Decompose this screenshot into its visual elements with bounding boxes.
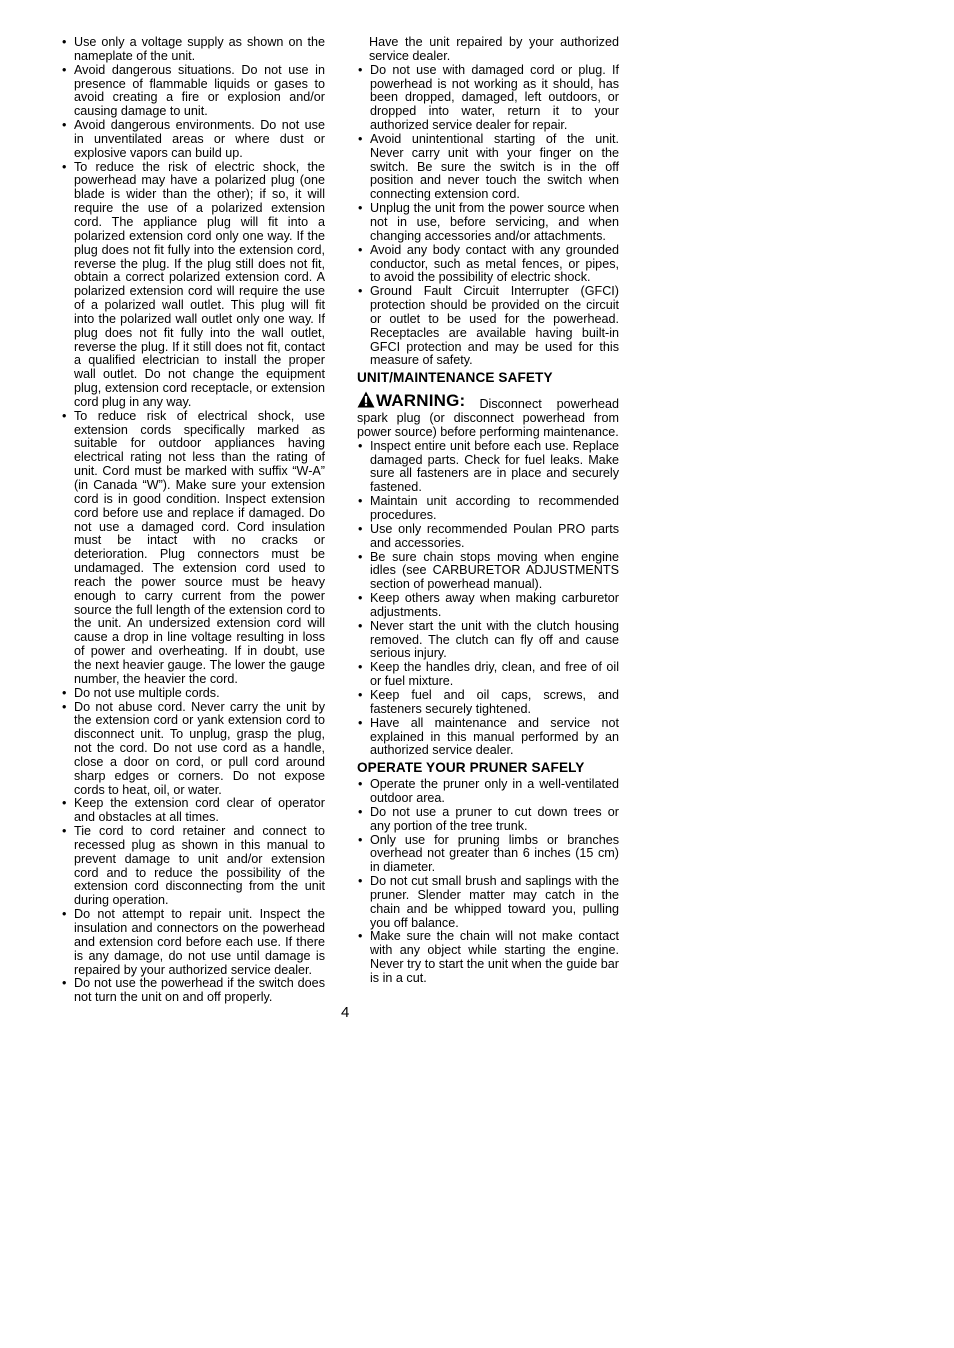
list-item: [357, 551, 619, 593]
warning-paragraph: [357, 391, 619, 440]
list-item: [357, 202, 619, 244]
bullet: •: [358, 660, 363, 675]
list-item-text: Never start the unit with the clutch housing removed. The clutch can fly off and cause serious injury.: [370, 618, 619, 661]
list-item-text: Avoid unintentional starting of the unit. Never carry unit with your finger on the switch. Be sure the switch is in the off position and never touch the switch when connecting extension cord.: [370, 131, 619, 202]
list-item: [357, 244, 619, 286]
list-item: [61, 410, 325, 687]
list-item: [357, 285, 619, 368]
warning-word: WARNING:: [376, 391, 466, 411]
bullet: •: [358, 832, 363, 847]
list-item: [61, 797, 325, 825]
list-item: [61, 161, 325, 410]
list-item-text: Do not use multiple cords.: [74, 685, 220, 700]
list-item-text: Avoid dangerous situations. Do not use in presence of flammable liquids or gases to avoid creating a fire or explosion and/or causing damage to unit.: [74, 62, 325, 119]
list-item: [357, 930, 619, 985]
bullet: •: [358, 874, 363, 889]
warning-text: Disconnect powerhead spark plug (or disconnect powerhead from power source) before performing maintenance.: [357, 397, 619, 439]
bullet: •: [62, 824, 67, 839]
list-item: [357, 834, 619, 876]
list-item-text: Do not use the powerhead if the switch does not turn the unit on and off properly.: [74, 976, 325, 1005]
unit-maintenance-heading: UNIT/MAINTENANCE SAFETY: [357, 370, 553, 386]
bullet: •: [358, 715, 363, 730]
bullet: •: [62, 907, 67, 922]
warning-triangle-icon: [357, 391, 375, 408]
list-item-text: Do not cut small brush and saplings with the pruner. Slender matter may catch in the chain and be whipped toward you, pulling you off balance.: [370, 874, 619, 930]
bullet: •: [62, 35, 67, 49]
electrical-safety-list: [61, 36, 325, 1005]
list-item-text: Be sure chain stops moving when engine idles (see CARBURETOR ADJUSTMENTS section of powerhead manual).: [370, 549, 619, 592]
list-item: [357, 689, 619, 717]
list-item: [61, 908, 325, 977]
left-column: [61, 36, 325, 1005]
list-item-text: To reduce the risk of electric shock, the powerhead may have a polarized plug (one blade is wider than the other); if so, it will require the use of a polarized extension cord. The appliance plug will fit into a polarized extension cord only one way. If the plug does not fit fully into the extension cord, reverse the plug. If the plug still does not fit, obtain a correct polarized extension cord. A polarized extension cord will require the use of a polarized wall outlet. This plug will fit into the polarized wall outlet only one way. If plug does not fit fully into the wall outlet, reverse the plug. If it still does not fit, contact a qualified electrician to install the proper wall outlet. Do not change the equipment plug, extension cord receptacle, or extension cord plug in any way.: [74, 159, 325, 409]
continued-text: Have the unit repaired by your authorized service dealer.: [369, 35, 619, 63]
list-item-text: Ground Fault Circuit Interrupter (GFCI) protection should be provided on the circuit or outlet to be used for the powerhead. Receptacles are available having built-in GFCI protection and may be used for this measure of safety.: [370, 284, 619, 368]
maintenance-safety-list: [357, 440, 619, 758]
bullet: •: [358, 777, 363, 792]
bullet: •: [358, 618, 363, 633]
list-item: [61, 36, 325, 64]
list-item: [357, 495, 619, 523]
operate-safety-list: [357, 778, 619, 986]
list-item-text: Keep the handles driy, clean, and free of oil or fuel mixture.: [370, 660, 619, 689]
bullet: •: [358, 687, 363, 702]
bullet: •: [62, 685, 67, 700]
bullet: •: [358, 242, 363, 257]
list-item-text: Keep others away when making carburetor adjustments.: [370, 591, 619, 619]
list-item: [357, 875, 619, 930]
list-item-text: Avoid dangerous environments. Do not use in unventilated areas or where dust or explosive vapors can build up.: [74, 118, 325, 160]
list-item-text: To reduce risk of electrical shock, use extension cords specifically marked as suitable for outdoor appliances having electrical rating not less than the rating of unit. Cord must be marked with suffix “W-A” (in Canada “W”). Make sure your extension cord is in good condition. Inspect extension cord before use and replace if damaged. Do not use a damaged cord. Cord insulation must be intact with no cracks or deterioration. Plug connectors must be undamaged. The extension cord used to reach the power source must be heavy enough to carry current from the power source the full length of the extension cord to the unit. An undersized extension cord will cause a drop in line voltage resulting in loss of power and overheating. If in doubt, use the next heavier gauge. The lower the gauge number, the heavier the cord.: [74, 408, 325, 686]
list-item-text: Operate the pruner only in a well-ventilated outdoor area.: [370, 777, 619, 806]
list-item-text: Inspect entire unit before each use. Replace damaged parts. Check for fuel leaks. Make sure all fasteners are in place and securely fastened.: [370, 438, 619, 495]
bullet: •: [358, 591, 363, 606]
list-item: [357, 717, 619, 759]
bullet: •: [358, 201, 363, 216]
list-item-text: Keep the extension cord clear of operator and obstacles at all times.: [74, 796, 325, 825]
operate-pruner-heading: OPERATE YOUR PRUNER SAFELY: [357, 760, 585, 776]
bullet: •: [62, 118, 67, 133]
bullet: •: [62, 976, 67, 991]
list-item: [61, 825, 325, 908]
list-item-text: Keep fuel and oil caps, screws, and fasteners securely tightened.: [370, 687, 619, 716]
list-item: [357, 620, 619, 662]
bullet: •: [62, 699, 67, 714]
right-column: [357, 36, 619, 986]
bullet: •: [62, 159, 67, 174]
electrical-safety-list-continued: [357, 64, 619, 369]
bullet: •: [62, 408, 67, 423]
list-item-text: Do not abuse cord. Never carry the unit by the extension cord or yank extension cord to disconnect unit. To unplug, grasp the plug, not the cord. Do not use cord as a handle, close a door on cord, or pull cord around sharp edges or corners. Do not expose cords to heat, oil, or water.: [74, 699, 325, 797]
list-item: [61, 119, 325, 161]
list-item-text: Make sure the chain will not make contact with any object while starting the engine. Never try to start the unit when the guide bar is in a cut.: [370, 929, 619, 985]
list-item-text: Unplug the unit from the power source when not in use, before servicing, and when changing accessories and/or attachments.: [370, 201, 619, 243]
list-item: [357, 523, 619, 551]
list-item-text: Maintain unit according to recommended procedures.: [370, 494, 619, 522]
bullet: •: [358, 804, 363, 819]
list-item: [61, 977, 325, 1005]
page-number: 4: [341, 1004, 350, 1021]
bullet: •: [358, 284, 363, 299]
bullet: •: [358, 549, 363, 564]
bullet: •: [358, 438, 363, 453]
list-item: [357, 64, 619, 133]
list-item: [357, 778, 619, 806]
list-item: [61, 64, 325, 119]
bullet: •: [62, 796, 67, 811]
list-item-text: Only use for pruning limbs or branches overhead not greater than 6 inches (15 cm) in diameter.: [370, 832, 619, 875]
bullet: •: [358, 131, 363, 146]
list-item: [357, 592, 619, 620]
bullet: •: [358, 62, 363, 77]
list-item: [357, 440, 619, 495]
list-item-text: Have all maintenance and service not explained in this manual performed by an authorized service dealer.: [370, 715, 619, 758]
bullet: •: [62, 62, 67, 77]
list-item: [61, 701, 325, 798]
list-item: [61, 687, 325, 701]
list-item: [357, 133, 619, 202]
bullet: •: [358, 521, 363, 536]
list-item-text: Do not attempt to repair unit. Inspect the insulation and connectors on the powerhead and extension cord before each use. If there is any damage, do not use until damage is repaired by your authorized service dealer.: [74, 907, 325, 977]
list-item-text: Tie cord to cord retainer and connect to recessed plug as shown in this manual to prevent damage to unit and/or extension cord and to reduce the possibility of the extension cord disconnecting from the unit during operation.: [74, 824, 325, 908]
list-item: [357, 806, 619, 834]
list-item: [357, 661, 619, 689]
bullet: •: [358, 494, 363, 509]
bullet: •: [358, 929, 363, 944]
list-item-text: Avoid any body contact with any grounded conductor, such as metal fences, or pipes, to avoid the possibility of electric shock.: [370, 242, 619, 285]
list-item-text: Use only a voltage supply as shown on the nameplate of the unit.: [74, 35, 325, 63]
list-item-text: Do not use a pruner to cut down trees or any portion of the tree trunk.: [370, 804, 619, 833]
list-item-text: Use only recommended Poulan PRO parts and accessories.: [370, 521, 619, 550]
warning-label: [357, 391, 479, 411]
list-item-text: Do not use with damaged cord or plug. If powerhead is not working as it should, has been dropped, damaged, left outdoors, or dropped into water, return it to your authorized service dealer for repair.: [370, 62, 619, 133]
